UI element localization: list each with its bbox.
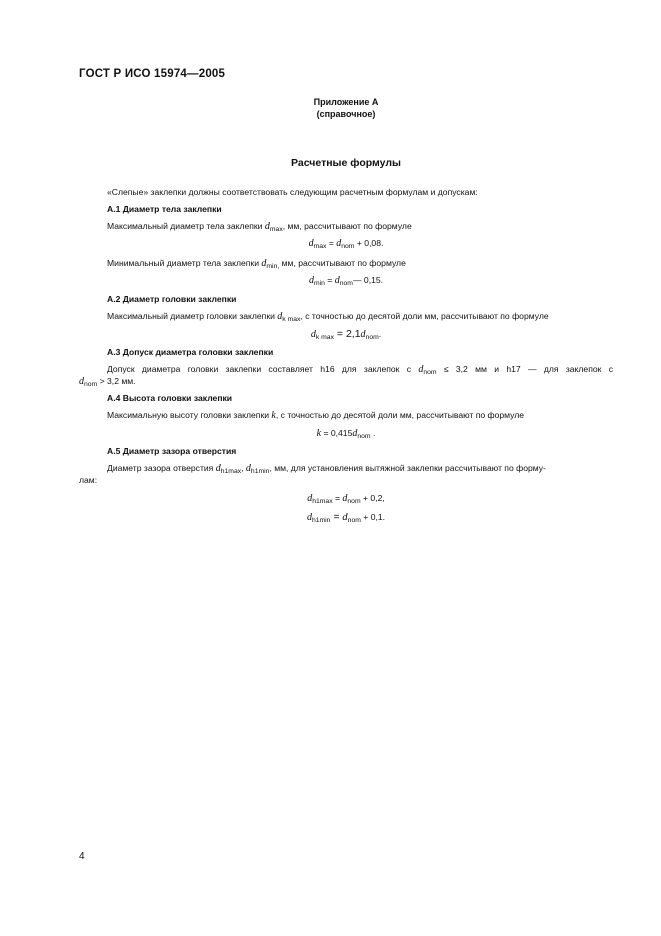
formula-dmin: $d_{min}$ = $d_{nom}—$ 0,15.	[308, 275, 384, 287]
heading-a3: А.3 Допуск диаметра головки заклепки	[107, 347, 274, 357]
heading-a2: А.2 Диаметр головки заклепки	[107, 294, 237, 304]
a2-paragraph: Максимальный диаметр головки заклепки $d_{k max}$, с точностью до десятой доли мм, рассчитывают по формуле	[107, 311, 549, 323]
standard-designation: ГОСТ Р ИСО 15974—2005	[79, 68, 226, 80]
formula-dh1max: $d_{h1max} = d_{nom} + 0,2$,	[307, 493, 385, 505]
a3-paragraph-line1: Допуск диаметра головки заклепки составляет h16 для заклепок с $d_{nom} \le 3,2$ мм и h17 — для заклепок с	[107, 364, 613, 376]
formula-dk: $d_{k max} = 2,1d_{nom}$.	[310, 328, 382, 341]
annex-type: (справочное)	[316, 109, 376, 119]
a1-min-paragraph: Минимальный диаметр тела заклепки $d_{min,}$ мм, рассчитывают по формуле	[107, 258, 406, 270]
a1-max-paragraph: Максимальный диаметр тела заклепки $d_{max}$, мм, рассчитывают по формуле	[107, 221, 412, 233]
page-number: 4	[79, 851, 85, 862]
formula-dh1min: $d_{h1min} = d_{nom} + 0,1$.	[306, 511, 386, 524]
a5-paragraph-line2: лам:	[79, 475, 98, 485]
heading-a4: А.4 Высота головки заклепки	[107, 393, 233, 403]
intro-paragraph: «Слепые» заклепки должны соответствовать следующим расчетным формулам и допускам:	[107, 187, 478, 197]
a3-paragraph-line2: $d_{nom} > 3,2$ мм.	[79, 376, 136, 388]
formula-k: $k = 0,415d_{nom}$ .	[316, 428, 376, 440]
a4-paragraph: Максимальную высоту головки заклепки k, с точностью до десятой доли мм, рассчитывают по формуле	[107, 410, 525, 421]
heading-a5: А.5 Диаметр зазора отверстия	[107, 446, 237, 456]
heading-a1: А.1 Диаметр тела заклепки	[107, 204, 222, 214]
annex-title: Приложение А	[313, 97, 379, 107]
a5-paragraph-line1: Диаметр зазора отверстия $d_{h1max}$, $d_{h1min}$, мм, для установления вытяжной заклепки рассчитывают по форму-	[107, 463, 546, 475]
section-title: Расчетные формулы	[291, 157, 401, 169]
formula-dmax: $d_{max} = d_{nom} + 0,08$.	[308, 238, 384, 250]
